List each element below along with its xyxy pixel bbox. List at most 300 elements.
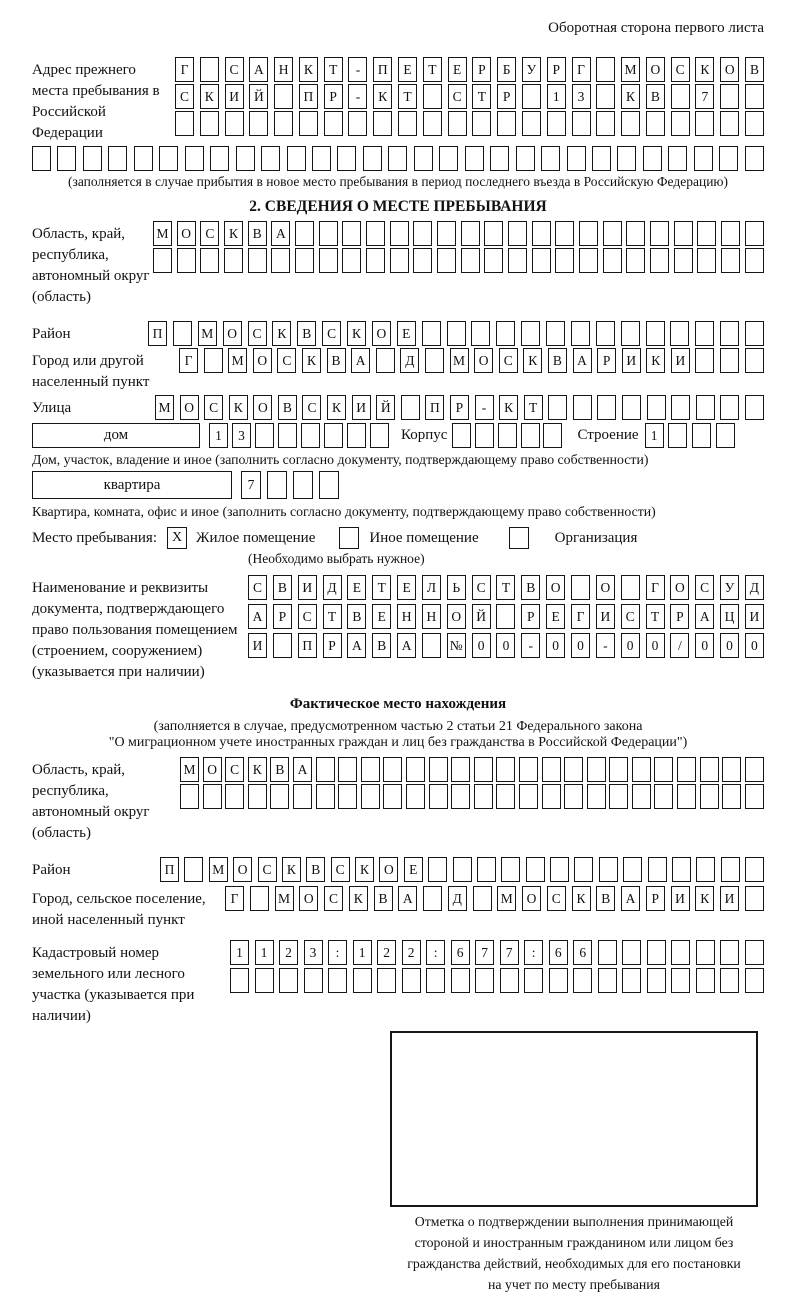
- char-box[interactable]: [596, 111, 615, 136]
- char-box[interactable]: [745, 248, 764, 273]
- char-box[interactable]: П: [425, 395, 444, 420]
- char-box[interactable]: О: [474, 348, 493, 373]
- char-box[interactable]: [383, 757, 402, 782]
- char-box[interactable]: [437, 221, 456, 246]
- char-box[interactable]: [236, 146, 255, 171]
- char-box[interactable]: Д: [448, 886, 467, 911]
- char-box[interactable]: [484, 248, 503, 273]
- char-box[interactable]: [273, 633, 292, 658]
- char-box[interactable]: :: [328, 940, 347, 965]
- char-box[interactable]: И: [745, 604, 764, 629]
- char-box[interactable]: Г: [175, 57, 194, 82]
- char-box[interactable]: 2: [279, 940, 298, 965]
- char-box[interactable]: В: [745, 57, 764, 82]
- char-box[interactable]: 2: [377, 940, 396, 965]
- char-box[interactable]: [677, 784, 696, 809]
- char-box[interactable]: С: [248, 575, 267, 600]
- char-box[interactable]: С: [225, 757, 244, 782]
- char-box[interactable]: [567, 146, 586, 171]
- char-box[interactable]: В: [278, 395, 297, 420]
- char-box[interactable]: Ь: [447, 575, 466, 600]
- char-box[interactable]: [428, 857, 447, 882]
- char-box[interactable]: -: [348, 84, 367, 109]
- char-box[interactable]: [532, 221, 551, 246]
- char-box[interactable]: Г: [646, 575, 665, 600]
- char-box[interactable]: [401, 395, 420, 420]
- char-box[interactable]: 3: [232, 423, 251, 448]
- char-box[interactable]: [225, 784, 244, 809]
- stay-type-checkbox-residential[interactable]: X: [167, 527, 187, 549]
- char-box[interactable]: [745, 784, 764, 809]
- char-box[interactable]: [696, 395, 715, 420]
- char-box[interactable]: [745, 111, 764, 136]
- char-box[interactable]: К: [229, 395, 248, 420]
- char-box[interactable]: Т: [472, 84, 491, 109]
- char-box[interactable]: [484, 221, 503, 246]
- char-box[interactable]: Р: [597, 348, 616, 373]
- char-box[interactable]: С: [302, 395, 321, 420]
- char-box[interactable]: О: [203, 757, 222, 782]
- char-box[interactable]: Р: [323, 633, 342, 658]
- char-box[interactable]: [508, 221, 527, 246]
- char-box[interactable]: [248, 248, 267, 273]
- char-box[interactable]: 6: [549, 940, 568, 965]
- char-box[interactable]: [261, 146, 280, 171]
- char-box[interactable]: Т: [646, 604, 665, 629]
- char-box[interactable]: [508, 248, 527, 273]
- char-box[interactable]: М: [155, 395, 174, 420]
- char-box[interactable]: [270, 784, 289, 809]
- char-box[interactable]: [654, 757, 673, 782]
- char-box[interactable]: К: [200, 84, 219, 109]
- char-box[interactable]: К: [282, 857, 301, 882]
- char-box[interactable]: [402, 968, 421, 993]
- char-box[interactable]: [542, 784, 561, 809]
- char-box[interactable]: [571, 321, 590, 346]
- char-box[interactable]: [587, 757, 606, 782]
- char-box[interactable]: [497, 111, 516, 136]
- char-box[interactable]: Т: [372, 575, 391, 600]
- char-box[interactable]: Р: [450, 395, 469, 420]
- char-box[interactable]: [548, 395, 567, 420]
- char-box[interactable]: [719, 146, 738, 171]
- char-box[interactable]: [347, 423, 366, 448]
- char-box[interactable]: [230, 968, 249, 993]
- char-box[interactable]: [426, 968, 445, 993]
- char-box[interactable]: Д: [745, 575, 764, 600]
- char-box[interactable]: [474, 784, 493, 809]
- char-box[interactable]: -: [475, 395, 494, 420]
- char-box[interactable]: [654, 784, 673, 809]
- char-box[interactable]: [722, 784, 741, 809]
- char-box[interactable]: И: [352, 395, 371, 420]
- char-box[interactable]: [200, 248, 219, 273]
- char-box[interactable]: [301, 423, 320, 448]
- char-box[interactable]: [304, 968, 323, 993]
- char-box[interactable]: [452, 423, 471, 448]
- char-box[interactable]: 7: [500, 940, 519, 965]
- char-box[interactable]: В: [306, 857, 325, 882]
- char-box[interactable]: [465, 146, 484, 171]
- char-box[interactable]: В: [273, 575, 292, 600]
- char-box[interactable]: Р: [472, 57, 491, 82]
- char-box[interactable]: Е: [347, 575, 366, 600]
- char-box[interactable]: П: [160, 857, 179, 882]
- char-box[interactable]: [451, 968, 470, 993]
- char-box[interactable]: [646, 111, 665, 136]
- char-box[interactable]: С: [621, 604, 640, 629]
- char-box[interactable]: [697, 221, 716, 246]
- char-box[interactable]: Т: [423, 57, 442, 82]
- char-box[interactable]: [200, 111, 219, 136]
- char-box[interactable]: [224, 248, 243, 273]
- char-box[interactable]: [496, 604, 515, 629]
- char-box[interactable]: К: [349, 886, 368, 911]
- char-box[interactable]: [406, 757, 425, 782]
- char-box[interactable]: [571, 575, 590, 600]
- char-box[interactable]: М: [275, 886, 294, 911]
- char-box[interactable]: С: [225, 57, 244, 82]
- char-box[interactable]: [475, 423, 494, 448]
- char-box[interactable]: [522, 111, 541, 136]
- char-box[interactable]: [720, 84, 739, 109]
- char-box[interactable]: [370, 423, 389, 448]
- char-box[interactable]: О: [646, 57, 665, 82]
- char-box[interactable]: С: [200, 221, 219, 246]
- char-box[interactable]: К: [272, 321, 291, 346]
- char-box[interactable]: [461, 248, 480, 273]
- char-box[interactable]: М: [228, 348, 247, 373]
- char-box[interactable]: [745, 968, 764, 993]
- char-box[interactable]: [422, 321, 441, 346]
- char-box[interactable]: О: [596, 575, 615, 600]
- char-box[interactable]: [695, 111, 714, 136]
- char-box[interactable]: [722, 757, 741, 782]
- char-box[interactable]: О: [299, 886, 318, 911]
- char-box[interactable]: [696, 968, 715, 993]
- char-box[interactable]: [574, 857, 593, 882]
- char-box[interactable]: О: [233, 857, 252, 882]
- char-box[interactable]: В: [521, 575, 540, 600]
- char-box[interactable]: [312, 146, 331, 171]
- char-box[interactable]: [720, 321, 739, 346]
- char-box[interactable]: [153, 248, 172, 273]
- char-box[interactable]: [203, 784, 222, 809]
- char-box[interactable]: С: [331, 857, 350, 882]
- char-box[interactable]: И: [248, 633, 267, 658]
- char-box[interactable]: [388, 146, 407, 171]
- char-box[interactable]: Е: [404, 857, 423, 882]
- char-box[interactable]: [383, 784, 402, 809]
- char-box[interactable]: [496, 321, 515, 346]
- char-box[interactable]: [376, 348, 395, 373]
- char-box[interactable]: Н: [397, 604, 416, 629]
- char-box[interactable]: [366, 248, 385, 273]
- char-box[interactable]: С: [298, 604, 317, 629]
- char-box[interactable]: [674, 221, 693, 246]
- char-box[interactable]: [32, 146, 51, 171]
- char-box[interactable]: О: [223, 321, 242, 346]
- char-box[interactable]: К: [572, 886, 591, 911]
- char-box[interactable]: [671, 111, 690, 136]
- char-box[interactable]: [592, 146, 611, 171]
- char-box[interactable]: Т: [323, 604, 342, 629]
- char-box[interactable]: [398, 111, 417, 136]
- char-box[interactable]: Й: [472, 604, 491, 629]
- char-box[interactable]: К: [621, 84, 640, 109]
- char-box[interactable]: П: [299, 84, 318, 109]
- char-box[interactable]: 1: [230, 940, 249, 965]
- char-box[interactable]: [609, 784, 628, 809]
- char-box[interactable]: [175, 111, 194, 136]
- char-box[interactable]: 0: [695, 633, 714, 658]
- char-box[interactable]: К: [695, 57, 714, 82]
- char-box[interactable]: У: [720, 575, 739, 600]
- char-box[interactable]: Р: [521, 604, 540, 629]
- char-box[interactable]: О: [180, 395, 199, 420]
- char-box[interactable]: [695, 348, 714, 373]
- char-box[interactable]: [524, 968, 543, 993]
- char-box[interactable]: [204, 348, 223, 373]
- char-box[interactable]: И: [298, 575, 317, 600]
- char-box[interactable]: А: [293, 757, 312, 782]
- char-box[interactable]: Й: [376, 395, 395, 420]
- char-box[interactable]: К: [355, 857, 374, 882]
- char-box[interactable]: М: [180, 757, 199, 782]
- char-box[interactable]: С: [277, 348, 296, 373]
- char-box[interactable]: [720, 111, 739, 136]
- char-box[interactable]: [623, 857, 642, 882]
- char-box[interactable]: [573, 968, 592, 993]
- char-box[interactable]: -: [348, 57, 367, 82]
- char-box[interactable]: К: [302, 348, 321, 373]
- char-box[interactable]: Е: [398, 57, 417, 82]
- char-box[interactable]: /: [670, 633, 689, 658]
- char-box[interactable]: [295, 221, 314, 246]
- char-box[interactable]: Р: [646, 886, 665, 911]
- char-box[interactable]: [700, 757, 719, 782]
- char-box[interactable]: А: [248, 604, 267, 629]
- char-box[interactable]: [550, 857, 569, 882]
- char-box[interactable]: Д: [323, 575, 342, 600]
- char-box[interactable]: [274, 111, 293, 136]
- char-box[interactable]: И: [225, 84, 244, 109]
- char-box[interactable]: 7: [695, 84, 714, 109]
- char-box[interactable]: [621, 111, 640, 136]
- char-box[interactable]: 0: [720, 633, 739, 658]
- stay-type-checkbox-organization[interactable]: [509, 527, 529, 549]
- char-box[interactable]: [745, 886, 764, 911]
- char-box[interactable]: А: [351, 348, 370, 373]
- char-box[interactable]: М: [153, 221, 172, 246]
- char-box[interactable]: [278, 423, 297, 448]
- char-box[interactable]: [255, 423, 274, 448]
- char-box[interactable]: [293, 784, 312, 809]
- char-box[interactable]: [353, 968, 372, 993]
- char-box[interactable]: [721, 248, 740, 273]
- char-box[interactable]: Г: [571, 604, 590, 629]
- char-box[interactable]: Е: [397, 321, 416, 346]
- char-box[interactable]: М: [497, 886, 516, 911]
- char-box[interactable]: [564, 757, 583, 782]
- char-box[interactable]: А: [621, 886, 640, 911]
- char-box[interactable]: [700, 784, 719, 809]
- char-box[interactable]: [555, 221, 574, 246]
- char-box[interactable]: П: [373, 57, 392, 82]
- char-box[interactable]: С: [499, 348, 518, 373]
- char-box[interactable]: Е: [372, 604, 391, 629]
- char-box[interactable]: К: [373, 84, 392, 109]
- char-box[interactable]: Р: [273, 604, 292, 629]
- char-box[interactable]: [324, 111, 343, 136]
- char-box[interactable]: 1: [209, 423, 228, 448]
- char-box[interactable]: [692, 423, 711, 448]
- char-box[interactable]: [319, 471, 339, 499]
- char-box[interactable]: О: [670, 575, 689, 600]
- char-box[interactable]: [745, 348, 764, 373]
- char-box[interactable]: В: [548, 348, 567, 373]
- char-box[interactable]: Р: [497, 84, 516, 109]
- char-box[interactable]: [521, 321, 540, 346]
- char-box[interactable]: [439, 146, 458, 171]
- char-box[interactable]: [650, 248, 669, 273]
- char-box[interactable]: Й: [249, 84, 268, 109]
- char-box[interactable]: [200, 57, 219, 82]
- char-box[interactable]: [498, 423, 517, 448]
- char-box[interactable]: Т: [324, 57, 343, 82]
- char-box[interactable]: [474, 757, 493, 782]
- char-box[interactable]: [541, 146, 560, 171]
- char-box[interactable]: [587, 784, 606, 809]
- char-box[interactable]: [697, 248, 716, 273]
- char-box[interactable]: 7: [475, 940, 494, 965]
- char-box[interactable]: [448, 111, 467, 136]
- char-box[interactable]: [674, 248, 693, 273]
- char-box[interactable]: С: [324, 886, 343, 911]
- char-box[interactable]: И: [596, 604, 615, 629]
- char-box[interactable]: [648, 857, 667, 882]
- char-box[interactable]: К: [499, 395, 518, 420]
- char-box[interactable]: [177, 248, 196, 273]
- char-box[interactable]: А: [271, 221, 290, 246]
- char-box[interactable]: [598, 940, 617, 965]
- char-box[interactable]: [542, 757, 561, 782]
- char-box[interactable]: [451, 784, 470, 809]
- char-box[interactable]: [390, 248, 409, 273]
- char-box[interactable]: О: [447, 604, 466, 629]
- char-box[interactable]: Д: [400, 348, 419, 373]
- char-box[interactable]: [173, 321, 192, 346]
- char-box[interactable]: [650, 221, 669, 246]
- char-box[interactable]: С: [175, 84, 194, 109]
- char-box[interactable]: В: [347, 604, 366, 629]
- char-box[interactable]: [267, 471, 287, 499]
- char-box[interactable]: Р: [547, 57, 566, 82]
- char-box[interactable]: [579, 248, 598, 273]
- char-box[interactable]: [338, 784, 357, 809]
- char-box[interactable]: [293, 471, 313, 499]
- char-box[interactable]: О: [177, 221, 196, 246]
- char-box[interactable]: 0: [472, 633, 491, 658]
- char-box[interactable]: Н: [274, 57, 293, 82]
- char-box[interactable]: [471, 321, 490, 346]
- char-box[interactable]: [549, 968, 568, 993]
- char-box[interactable]: [348, 111, 367, 136]
- char-box[interactable]: [423, 84, 442, 109]
- char-box[interactable]: [745, 857, 764, 882]
- char-box[interactable]: [622, 940, 641, 965]
- char-box[interactable]: [475, 968, 494, 993]
- char-box[interactable]: 2: [402, 940, 421, 965]
- char-box[interactable]: [543, 423, 562, 448]
- char-box[interactable]: [522, 84, 541, 109]
- char-box[interactable]: [721, 221, 740, 246]
- char-box[interactable]: [668, 423, 687, 448]
- char-box[interactable]: О: [522, 886, 541, 911]
- char-box[interactable]: [363, 146, 382, 171]
- char-box[interactable]: [647, 940, 666, 965]
- char-box[interactable]: [377, 968, 396, 993]
- char-box[interactable]: [255, 968, 274, 993]
- char-box[interactable]: [210, 146, 229, 171]
- char-box[interactable]: [626, 248, 645, 273]
- char-box[interactable]: К: [695, 886, 714, 911]
- char-box[interactable]: [248, 784, 267, 809]
- char-box[interactable]: И: [720, 886, 739, 911]
- char-box[interactable]: [500, 968, 519, 993]
- char-box[interactable]: А: [398, 886, 417, 911]
- char-box[interactable]: 0: [546, 633, 565, 658]
- char-box[interactable]: [423, 111, 442, 136]
- char-box[interactable]: [572, 111, 591, 136]
- char-box[interactable]: [671, 84, 690, 109]
- char-box[interactable]: П: [148, 321, 167, 346]
- char-box[interactable]: О: [253, 395, 272, 420]
- char-box[interactable]: [745, 146, 764, 171]
- char-box[interactable]: С: [472, 575, 491, 600]
- char-box[interactable]: О: [253, 348, 272, 373]
- char-box[interactable]: [57, 146, 76, 171]
- char-box[interactable]: [643, 146, 662, 171]
- char-box[interactable]: П: [298, 633, 317, 658]
- char-box[interactable]: [274, 84, 293, 109]
- char-box[interactable]: [180, 784, 199, 809]
- char-box[interactable]: [490, 146, 509, 171]
- char-box[interactable]: [609, 757, 628, 782]
- char-box[interactable]: [328, 968, 347, 993]
- char-box[interactable]: [547, 111, 566, 136]
- char-box[interactable]: Е: [397, 575, 416, 600]
- char-box[interactable]: [516, 146, 535, 171]
- char-box[interactable]: [429, 757, 448, 782]
- char-box[interactable]: Ц: [720, 604, 739, 629]
- char-box[interactable]: [337, 146, 356, 171]
- char-box[interactable]: [453, 857, 472, 882]
- char-box[interactable]: А: [249, 57, 268, 82]
- char-box[interactable]: [564, 784, 583, 809]
- char-box[interactable]: [319, 248, 338, 273]
- char-box[interactable]: [83, 146, 102, 171]
- char-box[interactable]: [451, 757, 470, 782]
- char-box[interactable]: А: [397, 633, 416, 658]
- char-box[interactable]: Г: [179, 348, 198, 373]
- char-box[interactable]: [159, 146, 178, 171]
- char-box[interactable]: 3: [304, 940, 323, 965]
- char-box[interactable]: [361, 757, 380, 782]
- char-box[interactable]: [720, 940, 739, 965]
- char-box[interactable]: [647, 968, 666, 993]
- char-box[interactable]: М: [198, 321, 217, 346]
